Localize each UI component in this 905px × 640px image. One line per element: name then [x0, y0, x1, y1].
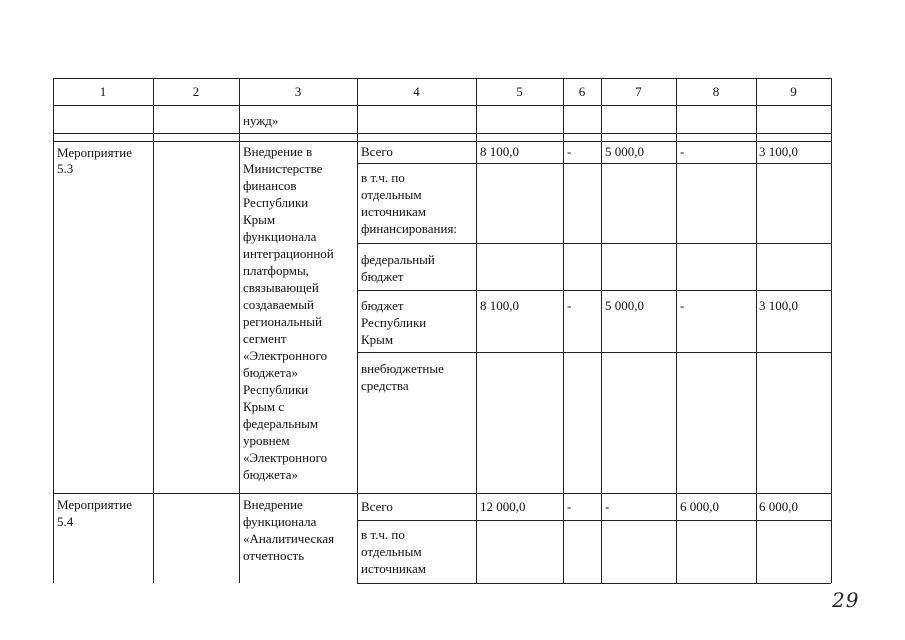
measure-number: 5.4 — [57, 514, 74, 529]
header-col-7: 7 — [635, 84, 642, 99]
header-col-4: 4 — [413, 84, 420, 99]
row-divider — [53, 141, 831, 142]
source-including: в т.ч. по — [361, 527, 405, 542]
measure-label: Мероприятие — [57, 145, 132, 160]
source-regional-budget: бюджет — [361, 298, 404, 313]
value-col-8: - — [680, 144, 685, 159]
value-col-9: 3 100,0 — [759, 144, 798, 159]
source-extrabudgetary: внебюджетные — [361, 361, 444, 376]
measure-number: 5.3 — [57, 161, 74, 176]
value-col-7: - — [605, 499, 610, 514]
source-total: Всего — [361, 144, 393, 159]
value-col-6: - — [567, 144, 572, 159]
header-col-3: 3 — [294, 84, 302, 99]
continued-text: нужд» — [243, 113, 279, 128]
header-col-6: 6 — [578, 84, 586, 99]
header-col-2: 2 — [192, 84, 200, 99]
col-border — [756, 78, 757, 583]
value-col-6: - — [567, 499, 572, 514]
value-col-5: 12 000,0 — [480, 499, 526, 514]
col-border — [676, 78, 677, 583]
table-bottom-border — [357, 583, 831, 584]
value-col-7: 5 000,0 — [605, 144, 644, 159]
source-including: в т.ч. по — [361, 170, 405, 185]
col-border — [601, 78, 602, 583]
col-border — [563, 78, 564, 583]
row-divider — [53, 133, 831, 134]
value-col-9: 6 000,0 — [759, 499, 798, 514]
header-col-9: 9 — [790, 84, 797, 99]
document-page: 1 2 3 4 5 6 7 8 9 нужд» Мероприятие 5.3 Внедрение в Министерстве финансов Республики Крым функционала интеграционной платформы, связывающей создаваемый региональный сегмент «Электронного бюджета» Республики Крым с федеральным уровнем «Электронного бюджета» Всего 8 100,0 - 5 000,0 - 3 100,0 в т.ч. по отдельным источникам финансирования: федеральный бюджет бюджет Республики Крым 8 100,0 - 5 000,0 - 3 100,0 внебюджетные средства Мероприятие 5.4 Внедрение функционала «Аналитическая отчетность Всего 12 000,0 - - 6 000,0 6 000,0 в т.ч. по отдельным источникам 29 — [0, 0, 905, 640]
col-border — [53, 78, 54, 583]
value-col-8: - — [680, 298, 685, 313]
header-col-8: 8 — [712, 84, 720, 99]
row-divider — [357, 243, 831, 244]
row-divider — [357, 520, 831, 521]
value-col-5: 8 100,0 — [480, 144, 519, 159]
col-border — [153, 78, 154, 583]
row-divider — [357, 352, 831, 353]
value-col-6: - — [567, 298, 572, 313]
col-border — [831, 78, 832, 583]
col-border — [476, 78, 477, 583]
header-bottom-border — [53, 105, 831, 106]
col-border — [239, 78, 240, 583]
row-divider — [357, 290, 831, 291]
row-divider — [53, 493, 831, 494]
page-number: 29 — [832, 588, 860, 612]
value-col-5: 8 100,0 — [480, 298, 519, 313]
measure-label: Мероприятие — [57, 497, 132, 512]
source-federal-budget: федеральный — [361, 252, 435, 267]
source-total: Всего — [361, 499, 393, 514]
value-col-9: 3 100,0 — [759, 298, 798, 313]
value-col-8: 6 000,0 — [680, 499, 719, 514]
table-top-border — [53, 78, 831, 79]
row-divider — [357, 163, 831, 164]
header-col-1: 1 — [99, 84, 107, 99]
header-col-5: 5 — [516, 84, 523, 99]
col-border — [357, 78, 358, 583]
value-col-7: 5 000,0 — [605, 298, 644, 313]
